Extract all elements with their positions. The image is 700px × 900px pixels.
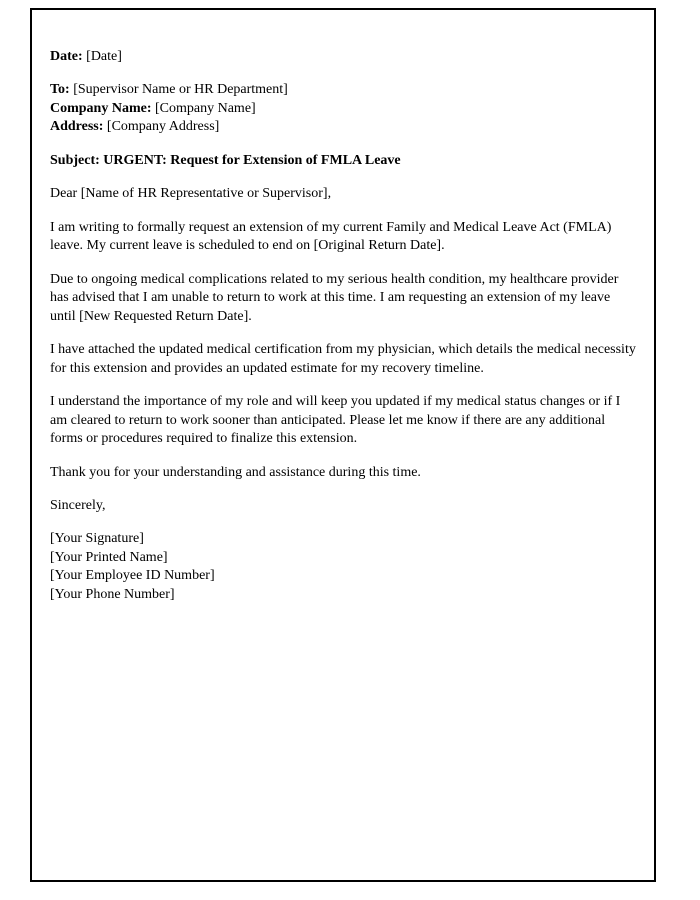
body-paragraph-4: I understand the importance of my role and will keep you updated if my medical status changes or if I am cleared to return to work sooner than anticipated. Please let me know if there are any additional forms or procedures required to finalize this extension. xyxy=(50,394,621,447)
body-paragraph-2: Due to ongoing medical complications related to my serious health condition, my healthcare provider has advised that I am unable to return to work at this time. I am requesting an extension of my leave until [New Requested Return Date]. xyxy=(50,271,619,324)
subject-line: Subject: URGENT: Request for Extension of FMLA Leave xyxy=(50,152,401,168)
letter-page xyxy=(30,8,656,882)
recipient-block xyxy=(50,81,636,136)
body-paragraph-1: I am writing to formally request an extension of my current Family and Medical Leave Act (FMLA) leave. My current leave is scheduled to end on [Original Return Date]. xyxy=(50,219,612,254)
company-name-label: Company Name: xyxy=(50,100,152,116)
date-value: [Date] xyxy=(82,49,122,64)
to-value: [Supervisor Name or HR Department] xyxy=(69,82,288,98)
closing: Sincerely, xyxy=(50,497,106,513)
date-label: Date: xyxy=(50,49,83,64)
recipient-company-line xyxy=(50,100,636,118)
signature-line-4: [Your Phone Number] xyxy=(50,586,175,602)
date-line xyxy=(50,48,636,66)
signature-line-2: [Your Printed Name] xyxy=(50,549,168,565)
signature-block xyxy=(50,530,636,604)
recipient-address-line xyxy=(50,118,636,136)
address-label: Address: xyxy=(50,119,104,135)
signature-line-3: [Your Employee ID Number] xyxy=(50,568,215,584)
recipient-to-line xyxy=(50,81,636,99)
company-name-value: [Company Name] xyxy=(151,100,256,116)
body-paragraph-5: Thank you for your understanding and assistance during this time. xyxy=(50,464,421,480)
to-label: To: xyxy=(50,82,70,98)
address-value: [Company Address] xyxy=(103,119,220,135)
body-paragraph-3: I have attached the updated medical certification from my physician, which details the medical necessity for this extension and provides an updated estimate for my recovery timeline. xyxy=(50,342,636,376)
salutation: Dear [Name of HR Representative or Supervisor], xyxy=(50,186,332,202)
signature-line-1: [Your Signature] xyxy=(50,531,144,547)
